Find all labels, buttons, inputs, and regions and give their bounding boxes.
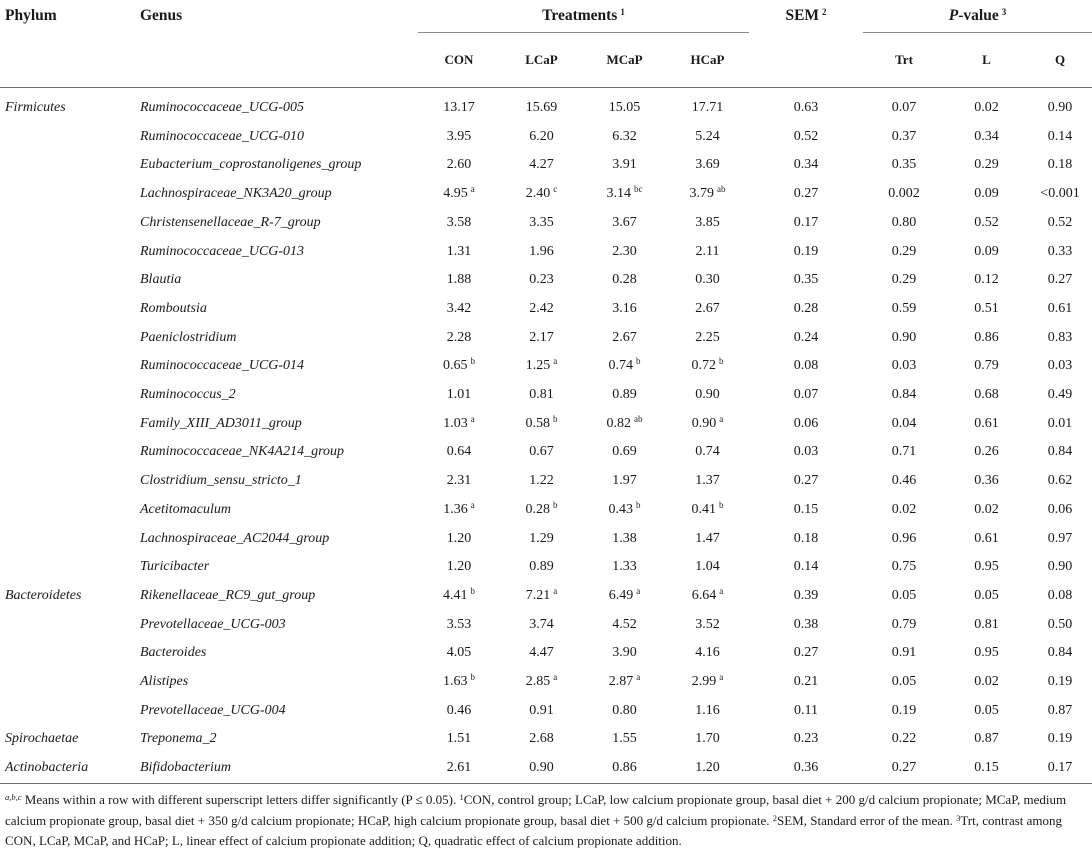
phylum-cell: [0, 295, 140, 324]
col-q: Q: [1054, 52, 1066, 67]
hcap-cell: 6.64 $^a$: [691, 585, 724, 603]
table-row: [0, 352, 1092, 381]
con-cell: 2.28: [446, 329, 472, 345]
trt-cell: 0.05: [891, 587, 917, 603]
table-row: [0, 467, 1092, 496]
table-row: [0, 582, 1092, 611]
genus-cell: Christensenellaceae_R-7_group: [140, 214, 321, 230]
footnote-2-text: SEM, Standard error of the mean.: [777, 812, 957, 828]
l-cell: 0.87: [974, 731, 999, 747]
mcap-cell: 0.86: [583, 754, 666, 783]
q-cell: 0.19: [1047, 674, 1073, 690]
sem-cell: 0.38: [793, 616, 819, 632]
l-cell: 0.79: [974, 358, 999, 374]
sem-cell: 0.11: [794, 702, 818, 718]
mcap-cell: 1.33: [612, 559, 637, 575]
phylum-cell: [0, 180, 140, 209]
genus-cell: Ruminococcaceae_UCG-014: [140, 358, 305, 374]
l-cell: 0.26: [974, 444, 999, 460]
genus-cell: Romboutsia: [140, 300, 207, 316]
mcap-cell: 3.90: [612, 645, 637, 661]
phylum-cell: [0, 639, 140, 668]
sem-cell: 0.19: [793, 243, 819, 259]
hcap-cell: 1.37: [695, 473, 720, 489]
con-cell: 0.65 $^b$: [443, 356, 475, 374]
lcap-cell: 3.74: [529, 616, 554, 632]
trt-cell: 0.07: [863, 88, 945, 123]
hcap-cell: 0.74: [695, 444, 720, 460]
lcap-cell: 1.29: [529, 530, 554, 546]
mcap-cell: 6.32: [612, 128, 637, 144]
sem-cell: 0.06: [793, 415, 819, 431]
mcap-cell: 1.55: [612, 731, 637, 747]
phylum-cell: [0, 381, 140, 410]
sem-cell: 0.39: [793, 587, 819, 603]
phylum-cell: [0, 123, 140, 152]
table-row: [0, 754, 1092, 783]
trt-cell: 0.05: [891, 674, 917, 690]
mcap-cell: 2.30: [612, 243, 637, 259]
lcap-cell: 0.67: [529, 444, 554, 460]
q-cell: 0.62: [1047, 473, 1073, 489]
genus-cell: Family_XIII_AD3011_group: [140, 415, 302, 431]
trt-cell: 0.37: [891, 128, 917, 144]
table-row: [0, 410, 1092, 439]
phylum-cell: Actinobacteria: [0, 754, 140, 783]
footnote-1-text: CON, control group; LCaP, low calcium propionate group, basal diet + 200 g/d calcium propionate; MCaP, medium calcium propionate group, basal diet + 350 g/d calcium propionate; HCaP, high calcium propionate group, basal diet + 500 g/d calcium propionate.: [5, 792, 1067, 828]
l-cell: 0.61: [974, 415, 999, 431]
lcap-cell: 2.68: [529, 731, 554, 747]
sem-cell: 0.34: [793, 157, 819, 173]
con-cell: 2.60: [446, 157, 472, 173]
sem-cell: 0.07: [793, 387, 819, 403]
lcap-cell: 4.27: [529, 157, 554, 173]
q-cell: 0.49: [1047, 387, 1073, 403]
hcap-cell: 3.79 $^{ab}$: [689, 184, 726, 202]
lcap-cell: 0.91: [529, 702, 554, 718]
mcap-cell: 15.05: [583, 88, 666, 123]
hcap-cell: 0.90: [695, 387, 720, 403]
l-cell: 0.52: [974, 214, 999, 230]
trt-cell: 0.71: [891, 444, 917, 460]
phylum-cell: Bacteroidetes: [5, 587, 82, 603]
table-row: [0, 266, 1092, 295]
q-cell: 0.08: [1047, 587, 1073, 603]
trt-cell: 0.46: [891, 473, 917, 489]
l-cell: 0.02: [974, 674, 999, 690]
mcap-cell: 4.52: [612, 616, 637, 632]
mcap-cell: 2.87 $^a$: [608, 672, 641, 690]
hcap-cell: 3.52: [695, 616, 720, 632]
table-row: [0, 151, 1092, 180]
hcap-cell: 1.04: [695, 559, 720, 575]
table-row: [0, 553, 1092, 582]
q-cell: 0.83: [1047, 329, 1073, 345]
mcap-cell: 0.28: [612, 272, 637, 288]
l-cell: 0.02: [945, 88, 1028, 123]
table-row: [0, 611, 1092, 640]
con-cell: 1.63 $^b$: [443, 672, 475, 690]
l-cell: 0.51: [974, 300, 999, 316]
sem-cell: 0.15: [793, 501, 819, 517]
q-cell: 0.03: [1047, 358, 1073, 374]
trt-cell: 0.59: [891, 300, 917, 316]
trt-cell: 0.90: [891, 329, 917, 345]
con-cell: 2.31: [446, 473, 472, 489]
con-cell: 1.20: [446, 559, 472, 575]
sem-cell: 0.27: [793, 473, 819, 489]
table-row: [0, 496, 1092, 525]
phylum-cell: [0, 266, 140, 295]
mcap-cell: 2.67: [612, 329, 637, 345]
sem-cell: 0.63: [749, 88, 863, 123]
q-cell: 0.27: [1047, 272, 1073, 288]
mcap-cell: 0.80: [612, 702, 637, 718]
genus-cell: Clostridium_sensu_stricto_1: [140, 473, 302, 489]
lcap-cell: 2.40 $^c$: [525, 184, 558, 202]
q-cell: 0.87: [1047, 702, 1073, 718]
table-row: [0, 525, 1092, 554]
hcap-cell: 0.72 $^b$: [691, 356, 724, 374]
sem-cell: 0.36: [749, 754, 863, 783]
phylum-header: Phylum: [5, 7, 57, 25]
trt-cell: 0.35: [891, 157, 917, 173]
col-lcap: LCaP: [525, 52, 558, 67]
q-cell: 0.90: [1028, 88, 1092, 123]
con-cell: 1.01: [446, 387, 472, 403]
genus-cell: Ruminococcaceae_UCG-005: [140, 88, 418, 123]
trt-cell: 0.02: [891, 501, 917, 517]
l-cell: 0.81: [974, 616, 999, 632]
con-cell: 3.53: [446, 616, 472, 632]
phylum-cell: Spirochaetae: [5, 731, 79, 747]
mcap-cell: 0.69: [612, 444, 637, 460]
q-cell: 0.61: [1047, 300, 1073, 316]
genus-cell: Prevotellaceae_UCG-003: [140, 616, 286, 632]
con-cell: 1.20: [446, 530, 472, 546]
lcap-cell: 7.21 $^a$: [525, 585, 558, 603]
l-cell: 0.05: [974, 587, 999, 603]
genus-cell: Bifidobacterium: [140, 754, 418, 783]
con-cell: 4.41 $^b$: [443, 585, 475, 603]
table-row: [0, 324, 1092, 353]
table-row: [0, 438, 1092, 467]
lcap-cell: 0.58 $^b$: [525, 413, 558, 431]
table-row: [0, 123, 1092, 152]
genus-cell: Bacteroides: [140, 645, 207, 661]
phylum-cell: [0, 525, 140, 554]
q-cell: 0.84: [1047, 444, 1073, 460]
sem-cell: 0.08: [793, 358, 819, 374]
sem-cell: 0.24: [793, 329, 819, 345]
footnote-abc-text: Means within a row with different superscript letters differ significantly (P ≤ 0.05).: [21, 792, 460, 807]
mcap-cell: 3.67: [612, 214, 637, 230]
mcap-cell: 1.38: [612, 530, 637, 546]
table-row: [0, 88, 1092, 123]
con-cell: 1.88: [446, 272, 472, 288]
l-cell: 0.02: [974, 501, 999, 517]
l-cell: 0.36: [974, 473, 999, 489]
con-cell: 4.95 $^a$: [443, 184, 475, 202]
con-cell: 2.61: [418, 754, 500, 783]
l-cell: 0.15: [945, 754, 1028, 783]
l-cell: 0.09: [974, 243, 999, 259]
pvalue-header: P-value $^3$: [863, 0, 1092, 33]
col-hcap: HCaP: [690, 52, 725, 67]
hcap-cell: 0.90 $^a$: [691, 413, 724, 431]
genus-cell: Paeniclostridium: [140, 329, 237, 345]
q-cell: 0.19: [1047, 731, 1073, 747]
con-cell: 1.51: [446, 731, 472, 747]
phylum-cell: [0, 209, 140, 238]
hcap-cell: 2.67: [695, 300, 720, 316]
phylum-cell: [0, 496, 140, 525]
l-cell: 0.29: [974, 157, 999, 173]
hcap-cell: 0.30: [695, 272, 720, 288]
trt-cell: 0.91: [891, 645, 917, 661]
l-cell: 0.12: [974, 272, 999, 288]
lcap-cell: 0.81: [529, 387, 554, 403]
phylum-cell: [0, 151, 140, 180]
phylum-cell: [0, 697, 140, 726]
con-cell: 4.05: [446, 645, 472, 661]
hcap-cell: 1.70: [695, 731, 720, 747]
sem-cell: 0.23: [793, 731, 819, 747]
genus-cell: Prevotellaceae_UCG-004: [140, 702, 286, 718]
hcap-cell: 1.47: [695, 530, 720, 546]
genus-cell: Lachnospiraceae_NK3A20_group: [140, 186, 332, 202]
lcap-cell: 1.96: [529, 243, 554, 259]
phylum-cell: [0, 668, 140, 697]
genus-cell: Turicibacter: [140, 559, 210, 575]
table-row: [0, 238, 1092, 267]
phylum-cell: [0, 438, 140, 467]
col-con: CON: [444, 52, 474, 67]
trt-cell: 0.27: [863, 754, 945, 783]
col-l: L: [982, 52, 991, 67]
phylum-cell: [0, 467, 140, 496]
table-row: [0, 725, 1092, 754]
hcap-cell: 0.41 $^b$: [691, 499, 724, 517]
genus-cell: Treponema_2: [140, 731, 217, 747]
lcap-cell: 6.20: [529, 128, 554, 144]
con-cell: 3.58: [446, 214, 472, 230]
hcap-cell: 2.11: [695, 243, 720, 259]
trt-cell: 0.80: [891, 214, 917, 230]
phylum-cell: [0, 611, 140, 640]
mcap-cell: 6.49 $^a$: [608, 585, 641, 603]
hcap-cell: 4.16: [695, 645, 720, 661]
con-cell: 3.95: [446, 128, 472, 144]
treatments-header: Treatments $^1$: [418, 0, 749, 33]
hcap-cell: 2.25: [695, 329, 720, 345]
lcap-cell: 2.17: [529, 329, 554, 345]
lcap-cell: 0.89: [529, 559, 554, 575]
trt-cell: 0.29: [891, 272, 917, 288]
mcap-cell: 3.14 $^{bc}$: [606, 184, 643, 202]
table-body: [0, 88, 1092, 784]
con-cell: 0.64: [446, 444, 472, 460]
mcap-cell: 3.16: [612, 300, 637, 316]
phylum-cell: [0, 553, 140, 582]
col-mcap: MCaP: [606, 52, 643, 67]
l-cell: 0.95: [974, 645, 999, 661]
table-row: [0, 697, 1092, 726]
q-cell: 0.50: [1047, 616, 1073, 632]
sem-cell: 0.27: [793, 186, 819, 202]
q-cell: <0.001: [1040, 186, 1080, 202]
l-cell: 0.61: [974, 530, 999, 546]
q-cell: 0.97: [1047, 530, 1073, 546]
sem-cell: 0.27: [793, 645, 819, 661]
genus-cell: Ruminococcaceae_NK4A214_group: [140, 444, 344, 460]
phylum-cell: [0, 324, 140, 353]
mcap-cell: 0.89: [612, 387, 637, 403]
sem-cell: 0.28: [793, 300, 819, 316]
lcap-cell: 15.69: [500, 88, 583, 123]
table-row: [0, 295, 1092, 324]
trt-cell: 0.96: [891, 530, 917, 546]
phylum-cell: [0, 238, 140, 267]
q-cell: 0.17: [1028, 754, 1092, 783]
genus-cell: Eubacterium_coprostanoligenes_group: [140, 157, 362, 173]
footnote-abc-sup: a,b,c: [5, 792, 22, 802]
lcap-cell: 2.85 $^a$: [525, 672, 558, 690]
mcap-cell: 0.82 $^{ab}$: [606, 413, 643, 431]
hcap-cell: 3.85: [695, 214, 720, 230]
trt-cell: 0.19: [891, 702, 917, 718]
q-cell: 0.52: [1047, 214, 1073, 230]
con-cell: 3.42: [446, 300, 472, 316]
hcap-cell: 5.24: [695, 128, 720, 144]
table-row: [0, 180, 1092, 209]
header-row-1: [0, 0, 1092, 33]
mcap-cell: 0.43 $^b$: [608, 499, 641, 517]
lcap-cell: 1.22: [529, 473, 554, 489]
trt-cell: 0.03: [891, 358, 917, 374]
table-row: [0, 381, 1092, 410]
lcap-cell: 1.25 $^a$: [525, 356, 558, 374]
con-cell: 13.17: [418, 88, 500, 123]
q-cell: 0.33: [1047, 243, 1073, 259]
lcap-cell: 0.28 $^b$: [525, 499, 558, 517]
sem-cell: 0.52: [793, 128, 819, 144]
mcap-cell: 3.91: [612, 157, 637, 173]
hcap-cell: 3.69: [695, 157, 720, 173]
hcap-cell: 2.99 $^a$: [691, 672, 724, 690]
q-cell: 0.84: [1047, 645, 1073, 661]
genus-cell: Acetitomaculum: [140, 501, 231, 517]
sem-cell: 0.14: [793, 559, 819, 575]
l-cell: 0.05: [974, 702, 999, 718]
q-cell: 0.18: [1047, 157, 1073, 173]
trt-cell: 0.22: [891, 731, 917, 747]
genus-header: Genus: [140, 7, 183, 25]
genus-cell: Ruminococcaceae_UCG-013: [140, 243, 305, 259]
con-cell: 1.31: [446, 243, 472, 259]
col-trt: Trt: [895, 52, 913, 67]
lcap-cell: 2.42: [529, 300, 554, 316]
genus-cell: Ruminococcaceae_UCG-010: [140, 128, 305, 144]
trt-cell: 0.84: [891, 387, 917, 403]
l-cell: 0.95: [974, 559, 999, 575]
footnote-3-text: Trt, contrast among CON, LCaP, MCaP, and HCaP; L, linear effect of calcium propionate addition; Q, quadratic effect of calcium propionate addition.: [5, 812, 1063, 848]
sem-header: SEM $^2$: [785, 7, 827, 25]
trt-cell: 0.04: [891, 415, 917, 431]
con-cell: 1.36 $^a$: [443, 499, 475, 517]
genus-cell: Alistipes: [140, 674, 189, 690]
header-row-2: [0, 33, 1092, 88]
trt-cell: 0.29: [891, 243, 917, 259]
lcap-cell: 0.90: [500, 754, 583, 783]
hcap-cell: 17.71: [666, 88, 749, 123]
l-cell: 0.86: [974, 329, 999, 345]
con-cell: 0.46: [446, 702, 472, 718]
sem-cell: 0.35: [793, 272, 819, 288]
l-cell: 0.09: [974, 186, 999, 202]
hcap-cell: 1.16: [695, 702, 720, 718]
trt-cell: 0.75: [891, 559, 917, 575]
genus-cell: Rikenellaceae_RC9_gut_group: [140, 587, 316, 603]
phylum-cell: Firmicutes: [0, 88, 140, 123]
q-cell: 0.14: [1047, 128, 1073, 144]
q-cell: 0.01: [1047, 415, 1073, 431]
table-row: [0, 209, 1092, 238]
l-cell: 0.34: [974, 128, 999, 144]
hcap-cell: 1.20: [666, 754, 749, 783]
q-cell: 0.90: [1047, 559, 1073, 575]
con-cell: 1.03 $^a$: [443, 413, 475, 431]
table-row: [0, 639, 1092, 668]
mcap-cell: 1.97: [612, 473, 637, 489]
table-footnote: $^{a,b,c}$ Means within a row with different superscript letters differ significantly (P ≤ 0.05). $^1$CON, control group; LCaP, low calcium propionate group, basal diet + 200 g/d calcium propionate; MCaP, medium calcium propionate group, basal diet + 350 g/d calcium propionate; HCaP, high calcium propionate group, basal diet + 500 g/d calcium propionate. $^2$SEM, Standard error of the mean. $^3$Trt, contrast among CON, LCaP, MCaP, and HCaP; L, linear effect of calcium propionate addition; Q, quadratic effect of calcium propionate addition.: [5, 792, 1067, 848]
genus-cell: Ruminococcus_2: [140, 387, 236, 403]
mcap-cell: 0.74 $^b$: [608, 356, 641, 374]
lcap-cell: 3.35: [529, 214, 554, 230]
trt-cell: 0.002: [888, 186, 920, 202]
phylum-cell: [0, 410, 140, 439]
sem-cell: 0.03: [793, 444, 819, 460]
genus-cell: Blautia: [140, 272, 182, 288]
genus-cell: Lachnospiraceae_AC2044_group: [140, 530, 330, 546]
sem-cell: 0.21: [793, 674, 819, 690]
l-cell: 0.68: [974, 387, 999, 403]
lcap-cell: 4.47: [529, 645, 554, 661]
trt-cell: 0.79: [891, 616, 917, 632]
sem-cell: 0.17: [793, 214, 819, 230]
lcap-cell: 0.23: [529, 272, 554, 288]
q-cell: 0.06: [1047, 501, 1073, 517]
phylum-cell: [0, 352, 140, 381]
sem-cell: 0.18: [793, 530, 819, 546]
table-row: [0, 668, 1092, 697]
